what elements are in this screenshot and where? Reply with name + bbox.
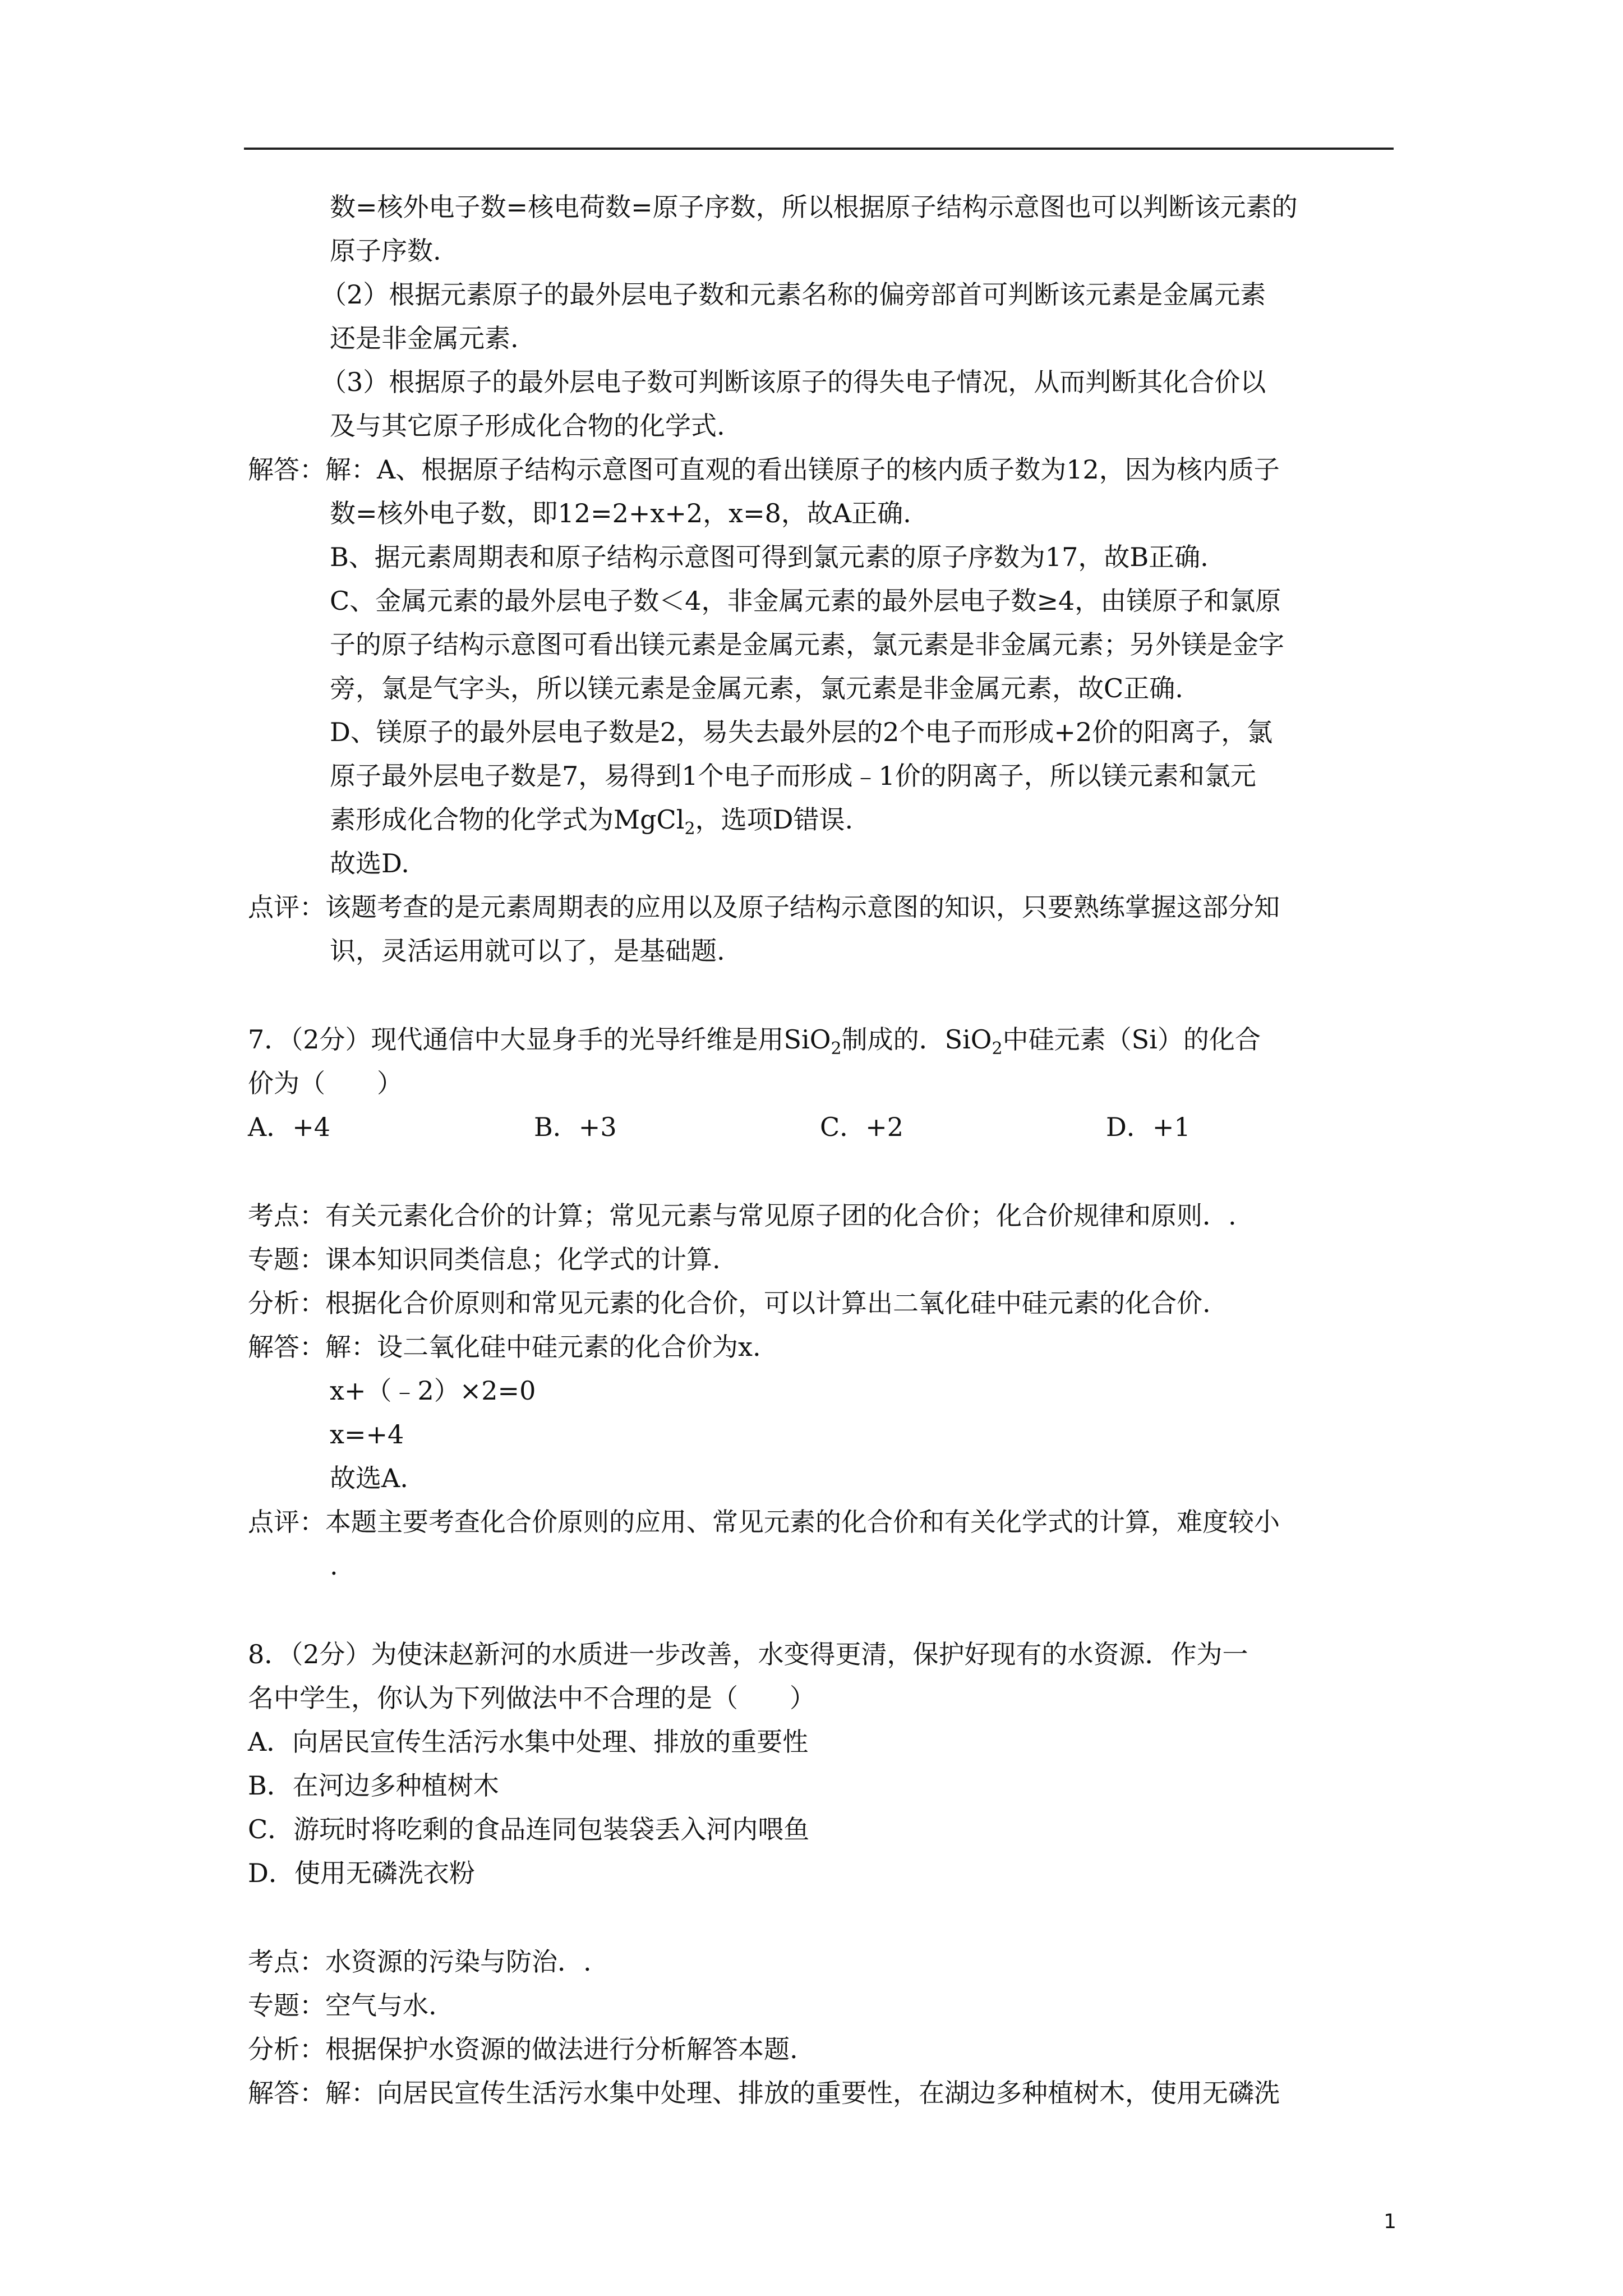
- fenxi-line: 分析：根据化合价原则和常见元素的化合价，可以计算出二氧化硅中硅元素的化合价.: [248, 1288, 1211, 1318]
- jieda-line: 解答：解：设二氧化硅中硅元素的化合价为x.: [248, 1332, 761, 1362]
- text-line: D、镁原子的最外层电子数是2，易失去最外层的2个电子而形成+2价的阳离子，氯: [330, 717, 1273, 747]
- text-line: 及与其它原子形成化合物的化学式.: [330, 411, 725, 441]
- question-8-stem-cont: 名中学生，你认为下列做法中不合理的是（ ）: [248, 1683, 815, 1713]
- comment-line: 点评：该题考查的是元素周期表的应用以及原子结构示意图的知识，只要熟练掌握这部分知: [248, 892, 1280, 922]
- text-line: C、金属元素的最外层电子数＜4，非金属元素的最外层电子数≥4，由镁原子和氯原: [330, 586, 1281, 616]
- text-line: 原子序数.: [330, 236, 441, 266]
- text-line: 故选D.: [330, 848, 409, 878]
- option-c: C．游玩时将吃剩的食品连同包装袋丢入河内喂鱼: [248, 1814, 810, 1844]
- option-d: D．+1: [1106, 1112, 1191, 1142]
- jieda-line: 解答：解：向居民宣传生活污水集中处理、排放的重要性，在湖边多种植树木，使用无磷洗: [248, 2078, 1280, 2108]
- text-line: （3）根据原子的最外层电子数可判断该原子的得失电子情况，从而判断其化合价以: [321, 367, 1266, 397]
- question-7-stem: [248, 1018, 1394, 1061]
- fenxi-line: 分析：根据保护水资源的做法进行分析解答本题.: [248, 2034, 798, 2064]
- text-line: .: [330, 1550, 338, 1581]
- text-line: B、据元素周期表和原子结构示意图可得到氯元素的原子序数为17，故B正确.: [330, 542, 1209, 572]
- text-line: 数=核外电子数=核电荷数=原子序数，所以根据原子结构示意图也可以判断该元素的: [330, 192, 1298, 222]
- comment-line: 点评：本题主要考查化合价原则的应用、常见元素的化合价和有关化学式的计算，难度较小: [248, 1507, 1280, 1537]
- page-number: 1: [1384, 2210, 1396, 2233]
- option-d: D．使用无磷洗衣粉: [248, 1858, 475, 1888]
- text-line: 故选A.: [330, 1463, 408, 1493]
- equation-line: x=+4: [330, 1419, 404, 1450]
- text-line: [248, 798, 1394, 841]
- subscript: 2: [831, 1039, 842, 1059]
- document-body: [248, 185, 1394, 2115]
- text-line: 原子最外层电子数是7，易得到1个电子而形成﹣1价的阴离子，所以镁元素和氯元: [330, 761, 1256, 791]
- question-8-stem: 8．（2分）为使沫赵新河的水质进一步改善，水变得更清，保护好现有的水资源．作为一: [248, 1639, 1248, 1669]
- answer-label-line: 解答：解：A、根据原子结构示意图可直观的看出镁原子的核内质子数为12，因为核内质子: [248, 454, 1280, 485]
- header-rule: [244, 148, 1394, 150]
- option-a: A．向居民宣传生活污水集中处理、排放的重要性: [248, 1727, 809, 1757]
- text-line: 子的原子结构示意图可看出镁元素是金属元素，氯元素是非金属元素；另外镁是金字: [330, 629, 1284, 660]
- question-7-stem-cont: 价为（ ）: [248, 1068, 403, 1098]
- text-line: 还是非金属元素.: [330, 323, 519, 353]
- question-7-options: [248, 1105, 1394, 1149]
- kaodian-line: 考点：有关元素化合价的计算；常见元素与常见原子团的化合价；化合价规律和原则．.: [248, 1200, 1237, 1231]
- option-b: B．+3: [534, 1112, 617, 1142]
- text-line: （2）根据元素原子的最外层电子数和元素名称的偏旁部首可判断该元素是金属元素: [321, 279, 1266, 310]
- text-line: 数=核外电子数，即12=2+x+2，x=8，故A正确.: [330, 498, 911, 528]
- text-line: 识，灵活运用就可以了，是基础题.: [330, 936, 725, 966]
- text-segment: 制成的．SiO: [841, 1024, 992, 1055]
- text-segment: 素形成化合物的化学式为MgCl: [330, 804, 685, 835]
- subscript: 2: [992, 1039, 1003, 1059]
- option-c: C．+2: [820, 1112, 904, 1142]
- option-a: A．+4: [248, 1112, 331, 1142]
- equation-line: x+（﹣2）×2=0: [330, 1375, 536, 1406]
- text-line: 旁，氯是气字头，所以镁元素是金属元素，氯元素是非金属元素，故C正确.: [330, 673, 1183, 703]
- text-segment: ，选项D错误.: [695, 804, 854, 835]
- zhuanti-line: 专题：课本知识同类信息；化学式的计算.: [248, 1244, 721, 1274]
- subscript: 2: [684, 819, 695, 839]
- text-segment: 7．（2分）现代通信中大显身手的光导纤维是用SiO: [248, 1024, 831, 1055]
- option-b: B．在河边多种植树木: [248, 1770, 499, 1801]
- zhuanti-line: 专题：空气与水.: [248, 1990, 437, 2021]
- text-segment: 中硅元素（Si）的化合: [1002, 1024, 1261, 1055]
- kaodian-line: 考点：水资源的污染与防治．.: [248, 1947, 592, 1977]
